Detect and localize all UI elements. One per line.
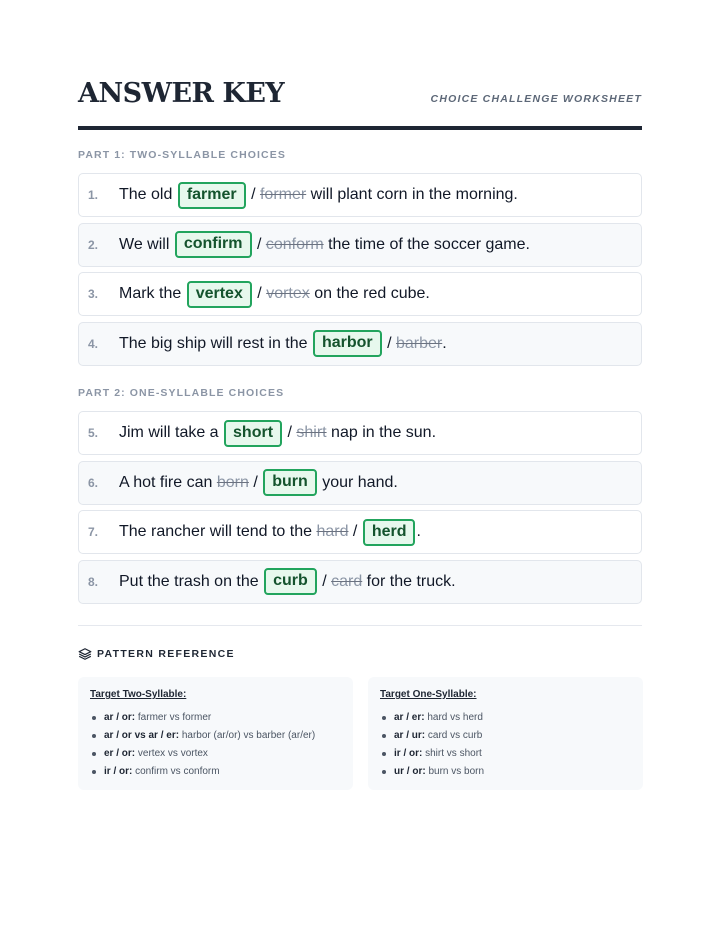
correct-answer: farmer — [178, 182, 246, 209]
section-divider — [78, 625, 642, 626]
question-number: 4. — [88, 336, 99, 351]
question-row — [78, 173, 642, 217]
sentence-text: Jim will take a — [119, 424, 224, 441]
correct-answer: curb — [264, 568, 317, 595]
correct-answer: short — [224, 420, 282, 447]
question-number: 8. — [88, 574, 99, 589]
sentence-text: . — [442, 334, 447, 352]
pattern-example: shirt vs short — [422, 748, 482, 759]
incorrect-choice: born — [216, 473, 249, 491]
reference-list-item — [90, 745, 341, 763]
sentence-text: / — [248, 473, 263, 491]
sentence-text: The rancher will tend to the — [119, 523, 317, 540]
reference-box-one-syllable — [368, 677, 643, 790]
pattern-key: ur / or: — [394, 766, 426, 777]
pattern-example: farmer vs former — [135, 712, 212, 723]
sentence-text: for the truck. — [362, 572, 456, 590]
reference-list-item — [380, 763, 631, 781]
pattern-example: confirm vs conform — [132, 766, 220, 777]
reference-list-item — [380, 709, 631, 727]
part1-question-list — [78, 173, 642, 371]
sentence-text: the time of the soccer game. — [323, 235, 530, 253]
reference-list-item — [380, 745, 631, 763]
question-number: 6. — [88, 475, 99, 490]
reference-box-two-syllable — [78, 677, 353, 790]
correct-answer: herd — [363, 519, 416, 546]
sentence-text: / — [252, 285, 267, 302]
question-number: 1. — [88, 188, 99, 202]
question-sentence — [119, 420, 436, 447]
question-sentence — [119, 469, 398, 496]
incorrect-choice: former — [259, 186, 307, 203]
part2-question-list — [78, 411, 642, 609]
pattern-reference-heading — [78, 647, 235, 661]
reference-list-item — [380, 727, 631, 745]
sentence-text: Put the trash on the — [119, 572, 264, 590]
pattern-key: ar / or vs ar / er: — [104, 730, 180, 741]
sentence-text: Mark the — [119, 285, 186, 302]
sentence-text: . — [416, 523, 421, 540]
sentence-text: A hot fire can — [119, 473, 217, 491]
pattern-example: card vs curb — [425, 730, 483, 741]
sentence-text: / — [348, 523, 362, 540]
pattern-example: burn vs born — [425, 766, 485, 777]
incorrect-choice: vortex — [266, 285, 310, 302]
pattern-key: ar / ur: — [394, 730, 426, 741]
correct-answer: burn — [263, 469, 317, 496]
sentence-text: / — [246, 186, 260, 203]
pattern-key: ir / or: — [394, 748, 423, 759]
sentence-text: The big ship will rest in the — [119, 334, 312, 352]
reference-list-item — [90, 763, 341, 781]
question-row — [78, 322, 642, 366]
question-number: 7. — [88, 525, 99, 539]
correct-answer: confirm — [175, 231, 252, 258]
reference-list-item — [90, 709, 341, 727]
layers-icon — [78, 647, 92, 661]
pattern-reference-title: PATTERN REFERENCE — [97, 648, 235, 660]
question-sentence — [119, 281, 430, 308]
page-header — [78, 78, 642, 130]
question-sentence — [119, 330, 447, 357]
question-row — [78, 272, 642, 316]
incorrect-choice: card — [331, 572, 363, 590]
pattern-key: ir / or: — [104, 766, 133, 777]
reference-list — [90, 709, 341, 781]
correct-answer: harbor — [313, 330, 382, 357]
pattern-key: ar / or: — [104, 712, 136, 723]
page-title: ANSWER KEY — [78, 78, 285, 109]
sentence-text: The old — [119, 186, 177, 203]
question-number: 3. — [88, 287, 99, 301]
question-sentence — [119, 182, 518, 209]
part1-heading: PART 1: TWO-SYLLABLE CHOICES — [78, 149, 286, 161]
sentence-text: / — [382, 334, 396, 352]
question-row — [78, 223, 642, 267]
question-number: 2. — [88, 237, 99, 252]
question-row — [78, 461, 642, 505]
sentence-text: / — [317, 572, 332, 590]
question-row — [78, 510, 642, 554]
reference-list — [380, 709, 631, 781]
sentence-text: on the red cube. — [309, 285, 430, 302]
pattern-key: ar / er: — [394, 712, 425, 723]
question-sentence — [119, 231, 530, 258]
question-sentence — [119, 568, 456, 595]
reference-box-title: Target One-Syllable: — [380, 689, 477, 700]
question-row — [78, 411, 642, 455]
sentence-text: We will — [119, 235, 174, 253]
incorrect-choice: hard — [316, 523, 349, 540]
sentence-text: will plant corn in the morning. — [306, 186, 518, 203]
page-subtitle: CHOICE CHALLENGE WORKSHEET — [430, 93, 642, 105]
incorrect-choice: conform — [265, 235, 324, 253]
reference-box-title: Target Two-Syllable: — [90, 689, 187, 700]
incorrect-choice: shirt — [296, 424, 327, 441]
part2-heading: PART 2: ONE-SYLLABLE CHOICES — [78, 387, 285, 399]
correct-answer: vertex — [187, 281, 252, 308]
sentence-text: nap in the sun. — [326, 424, 437, 441]
sentence-text: / — [283, 424, 297, 441]
pattern-example: vertex vs vortex — [135, 748, 208, 759]
pattern-key: er / or: — [104, 748, 136, 759]
sentence-text: / — [252, 235, 266, 253]
pattern-example: hard vs herd — [424, 712, 483, 723]
sentence-text: your hand. — [317, 473, 398, 491]
incorrect-choice: barber — [396, 334, 443, 352]
reference-list-item — [90, 727, 341, 745]
question-row — [78, 560, 642, 604]
question-sentence — [119, 519, 421, 546]
pattern-example: harbor (ar/or) vs barber (ar/er) — [179, 730, 316, 741]
question-number: 5. — [88, 426, 99, 440]
